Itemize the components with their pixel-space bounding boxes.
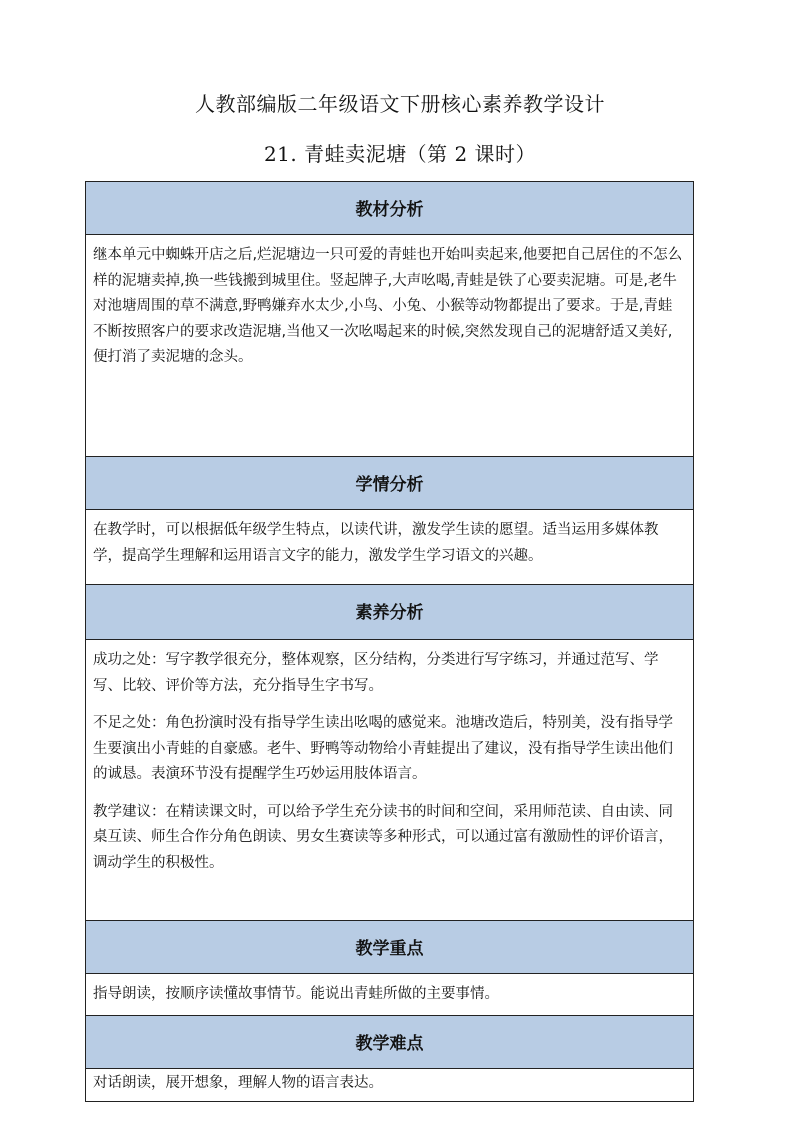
paragraph: 指导朗读，按顺序读懂故事情节。能说出青蛙所做的主要事情。: [93, 986, 499, 1002]
paragraph-successes: 成功之处：写字教学很充分，整体观察，区分结构，分类进行写字练习，并通过范写、学写、比较、评价等方法，充分指导生字书写。: [93, 652, 659, 694]
paragraph: 对话朗读，展开想象，理解人物的语言表达。: [93, 1075, 383, 1091]
section-heading-literacy-analysis: 素养分析: [86, 585, 693, 640]
section-body-teaching-focus: [86, 974, 693, 1016]
section-body-textbook-analysis: [86, 235, 693, 457]
section-heading-teaching-difficulty: 教学难点: [86, 1016, 693, 1069]
paragraph: 继本单元中蜘蛛开店之后,烂泥塘边一只可爱的青蛙也开始叫卖起来,他要把自己居住的不怎么样的泥塘卖掉,换一些钱搬到城里住。竖起牌子,大声吆喝,青蛙是铁了心要卖泥塘。可是,老牛对池塘周围的草不满意,野鸭嫌弃水太少,小鸟、小兔、小猴等动物都提出了要求。于是,青蛙不断按照客户的要求改造泥塘,当他又一次吆喝起来的时候,突然发现自己的泥塘舒适又美好,便打消了卖泥塘的念头。: [93, 247, 683, 365]
section-heading-teaching-focus: 教学重点: [86, 921, 693, 974]
document-title: 人教部编版二年级语文下册核心素养教学设计: [195, 92, 605, 116]
section-heading-student-analysis: 学情分析: [86, 457, 693, 510]
paragraph-suggestions: 教学建议：在精读课文时，可以给予学生充分读书的时间和空间，采用师范读、自由读、同桌互读、师生合作分角色朗读、男女生赛读等多种形式，可以通过富有激励性的评价语言，调动学生的积极性。: [93, 803, 673, 871]
paragraph-shortcomings: 不足之处：角色扮演时没有指导学生读出吆喝的感觉来。池塘改造后，特别美，没有指导学生要演出小青蛙的自豪感。老牛、野鸭等动物给小青蛙提出了建议，没有指导学生读出他们的诚恳。表演环节没有提醒学生巧妙运用肢体语言。: [93, 715, 673, 782]
section-body-teaching-difficulty: [86, 1069, 693, 1101]
section-body-student-analysis: [86, 510, 693, 585]
lesson-subtitle: 21. 青蛙卖泥塘（第 2 课时）: [263, 142, 537, 166]
section-body-literacy-analysis: [86, 640, 693, 921]
paragraph: 在教学时，可以根据低年级学生特点，以读代讲，激发学生读的愿望。适当运用多媒体教学，提高学生理解和运用语言文字的能力，激发学生学习语文的兴趣。: [93, 522, 659, 564]
lesson-plan-table: [85, 181, 694, 1102]
section-heading-textbook-analysis: 教材分析: [86, 182, 693, 235]
